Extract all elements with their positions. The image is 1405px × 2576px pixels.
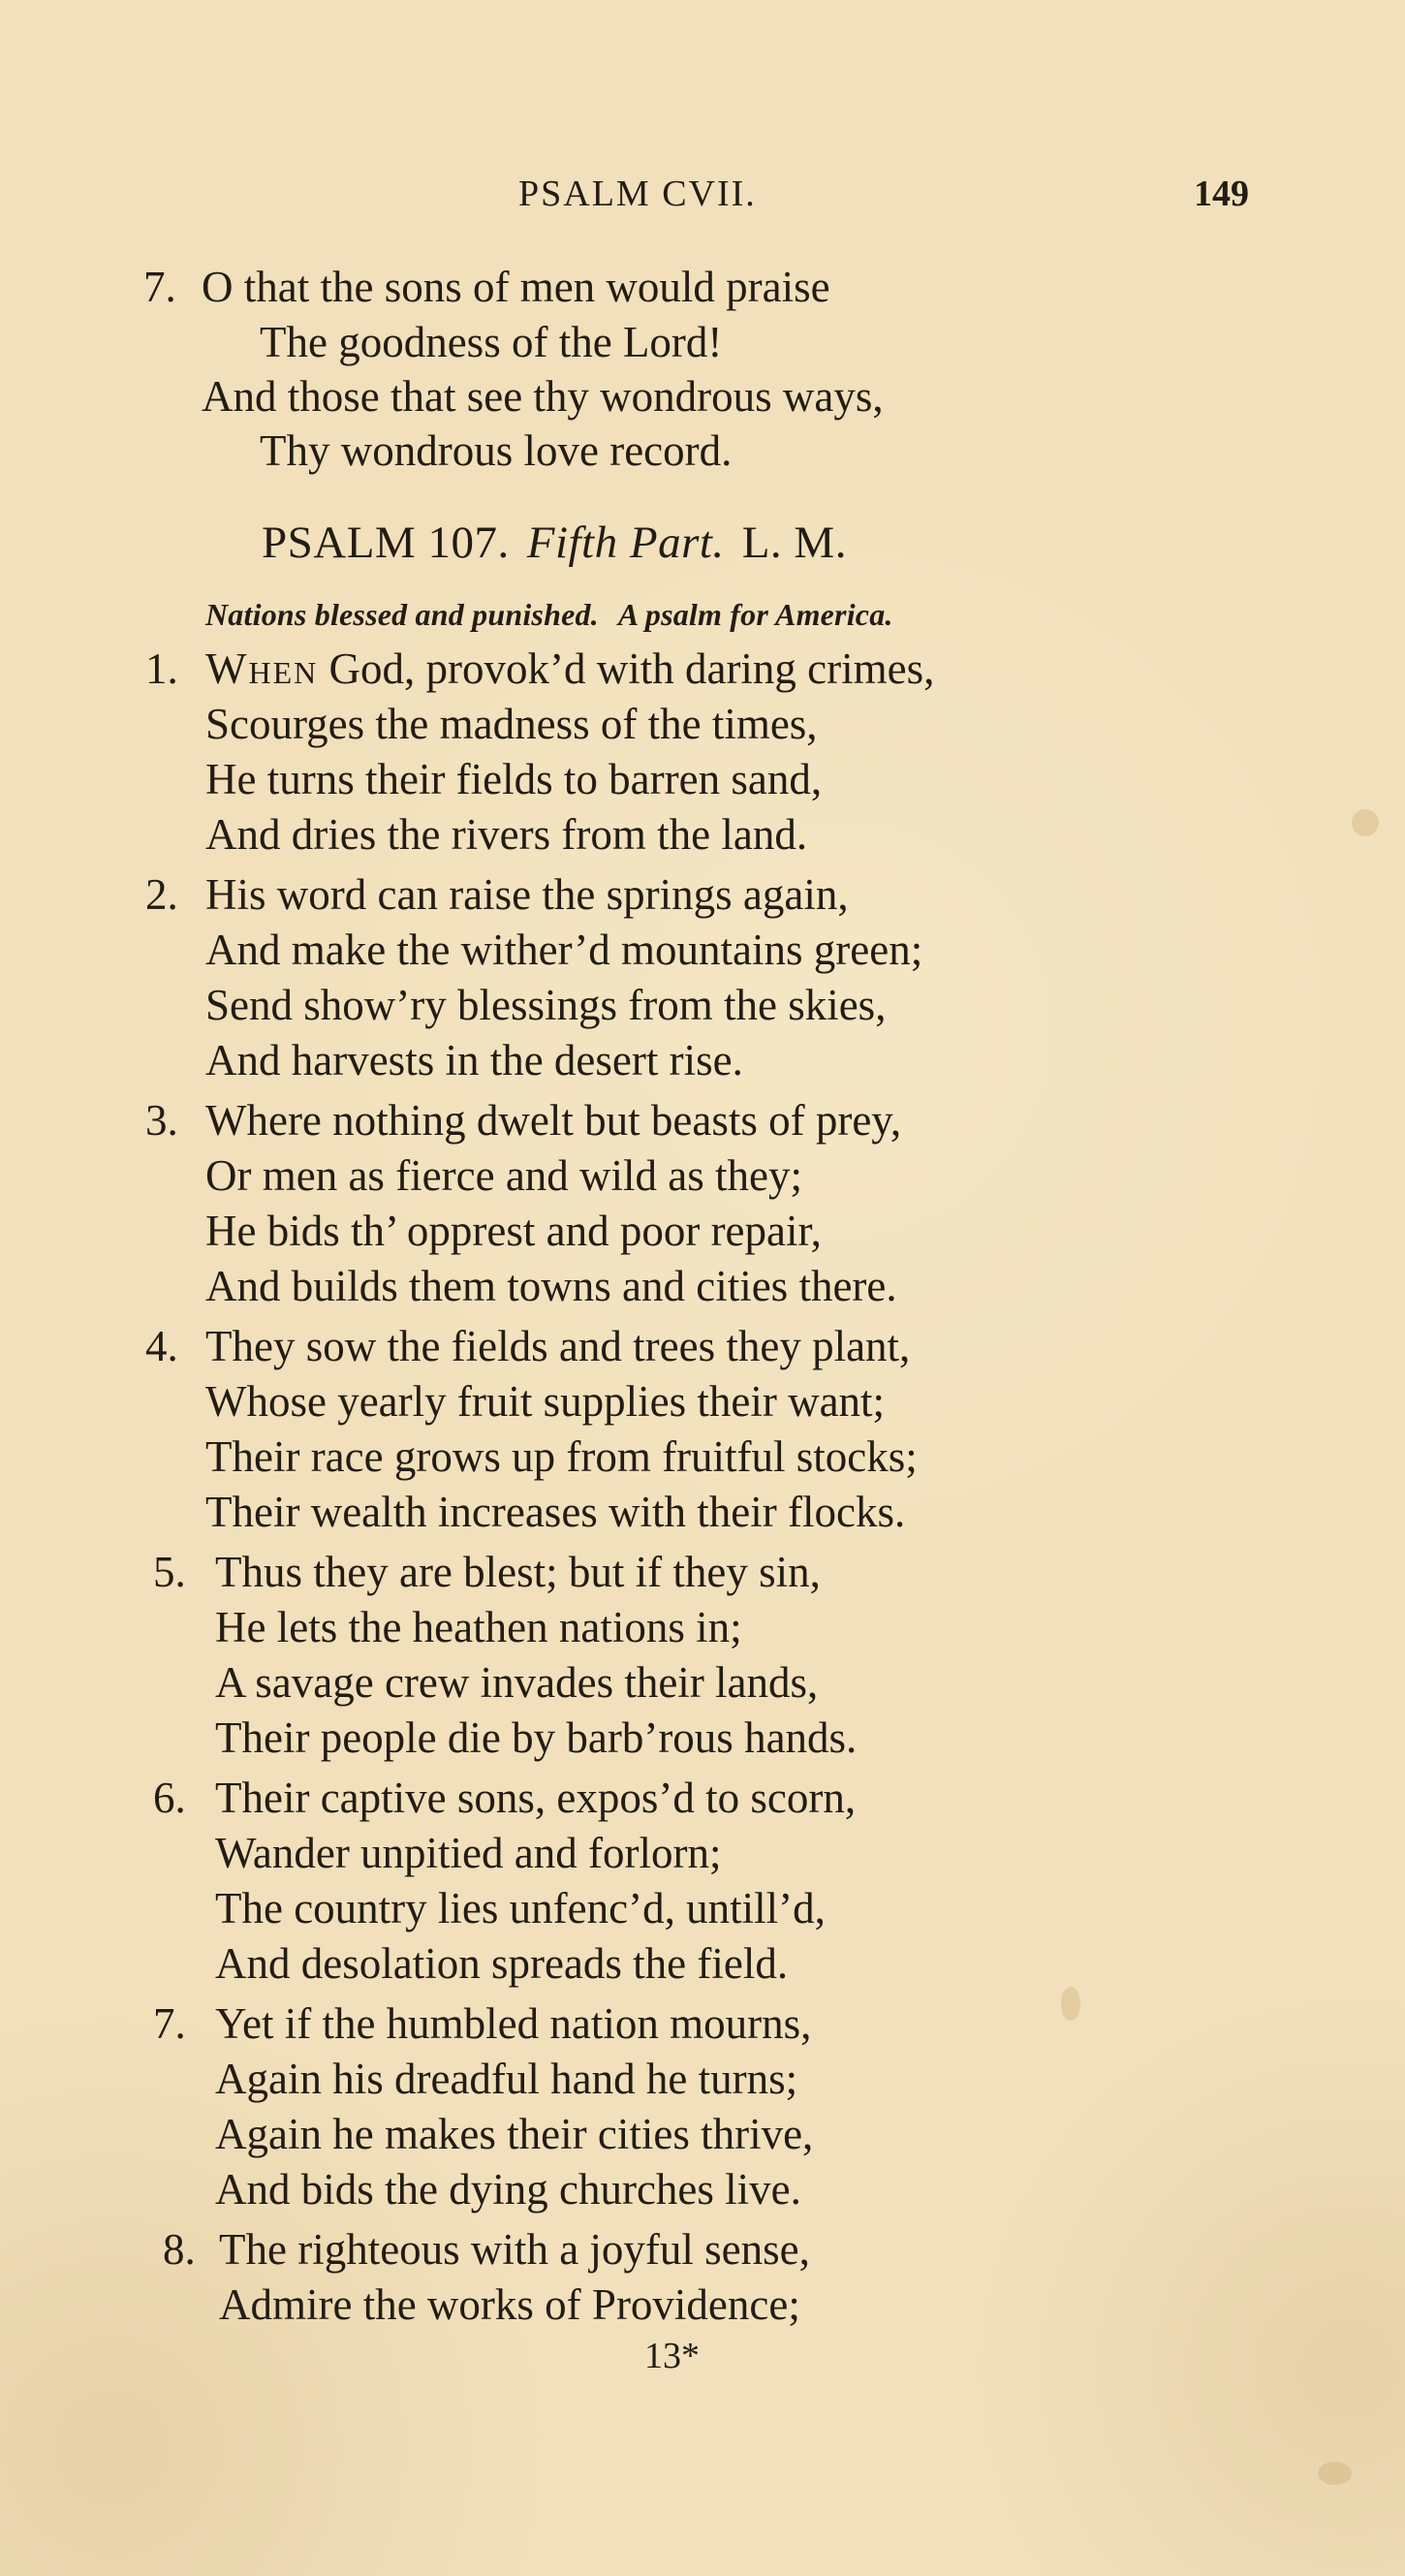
stanza-line: They sow the fields and trees they plant, bbox=[205, 1322, 911, 1370]
stanza-line: Yet if the humbled nation mourns, bbox=[215, 1999, 812, 2048]
stanza-line: Or men as fierce and wild as they; bbox=[205, 1151, 803, 1200]
stanza-line: Their race grows up from fruitful stocks; bbox=[205, 1432, 918, 1481]
stanza-line: He turns their fields to barren sand, bbox=[205, 755, 823, 803]
stanza-line: And harvests in the desert rise. bbox=[205, 1036, 743, 1084]
stanza-number: 3. bbox=[145, 1096, 178, 1145]
stanza-line: Wander unpitied and forlorn; bbox=[215, 1829, 722, 1877]
stanza-number: 6. bbox=[153, 1774, 186, 1822]
stanza-line: He bids th’ opprest and poor repair, bbox=[205, 1207, 822, 1255]
stanza-line: Send show’ry blessings from the skies, bbox=[205, 981, 887, 1029]
stanza-line: Where nothing dwelt but beasts of prey, bbox=[205, 1096, 902, 1145]
stanza-line: A savage crew invades their lands, bbox=[215, 1658, 819, 1707]
stanza-line: His word can raise the springs again, bbox=[205, 870, 849, 919]
running-title: PSALM CVII. bbox=[518, 173, 757, 214]
stanza-line: The country lies unfenc’d, untill’d, bbox=[215, 1884, 826, 1932]
stanza-line: He lets the heathen nations in; bbox=[215, 1603, 742, 1651]
stanza-line: And desolation spreads the field. bbox=[215, 1939, 789, 1988]
stanza-line: Again he makes their cities thrive, bbox=[215, 2110, 814, 2158]
stanza-first-line-rest: God, provok’d with daring crimes, bbox=[318, 644, 935, 693]
stanza-line: Their wealth increases with their flocks. bbox=[205, 1488, 906, 1536]
psalm-title: PSALM 107. bbox=[262, 518, 510, 568]
paper-stain bbox=[1318, 2462, 1352, 2485]
previous-stanza-line: And those that see thy wondrous ways, bbox=[202, 372, 884, 421]
psalm-part: Fifth Part. bbox=[526, 518, 725, 568]
stanza-line: Again his dreadful hand he turns; bbox=[215, 2055, 798, 2103]
page-number: 149 bbox=[1194, 173, 1249, 214]
stanza-number: 5. bbox=[153, 1548, 186, 1596]
subtitle-dedication: A psalm for America. bbox=[617, 597, 893, 632]
stanza-line: And dries the rivers from the land. bbox=[205, 810, 808, 859]
stanza-line: Admire the works of Providence; bbox=[219, 2280, 800, 2329]
stanza-line: And make the wither’d mountains green; bbox=[205, 926, 923, 974]
previous-stanza-line: Thy wondrous love record. bbox=[260, 426, 733, 475]
stanza-line: Whose yearly fruit supplies their want; bbox=[205, 1377, 886, 1426]
stanza-line: And bids the dying churches live. bbox=[215, 2165, 801, 2214]
stanza-number: 1. bbox=[145, 644, 178, 693]
paper-stain bbox=[1061, 1987, 1080, 2021]
stanza-line: Their people die by barb’rous hands. bbox=[215, 1713, 858, 1762]
psalm-subtitle bbox=[205, 597, 893, 633]
stanza-first-word: When bbox=[205, 644, 319, 693]
stanza-line: The righteous with a joyful sense, bbox=[219, 2225, 810, 2274]
stanza-line: Scourges the madness of the times, bbox=[205, 700, 818, 748]
paper-stain bbox=[1352, 809, 1379, 836]
running-head bbox=[0, 173, 1405, 221]
psalm-meter: L. M. bbox=[741, 518, 847, 568]
stanza-number: 4. bbox=[145, 1322, 178, 1370]
stanza-number: 7. bbox=[153, 1999, 186, 2048]
stanza-line bbox=[205, 644, 934, 694]
previous-stanza-line: The goodness of the Lord! bbox=[260, 318, 723, 366]
stanza-line: Thus they are blest; but if they sin, bbox=[215, 1548, 821, 1596]
stanza-number: 8. bbox=[163, 2225, 196, 2274]
signature-mark: 13* bbox=[644, 2336, 700, 2376]
previous-stanza-line: O that the sons of men would praise bbox=[202, 263, 830, 311]
psalm-heading bbox=[262, 517, 847, 569]
previous-stanza-number: 7. bbox=[143, 263, 176, 311]
stanza-line: And builds them towns and cities there. bbox=[205, 1262, 897, 1310]
stanza-line: Their captive sons, expos’d to scorn, bbox=[215, 1774, 857, 1822]
subtitle-theme: Nations blessed and punished. bbox=[205, 597, 599, 632]
stanza-number: 2. bbox=[145, 870, 178, 919]
